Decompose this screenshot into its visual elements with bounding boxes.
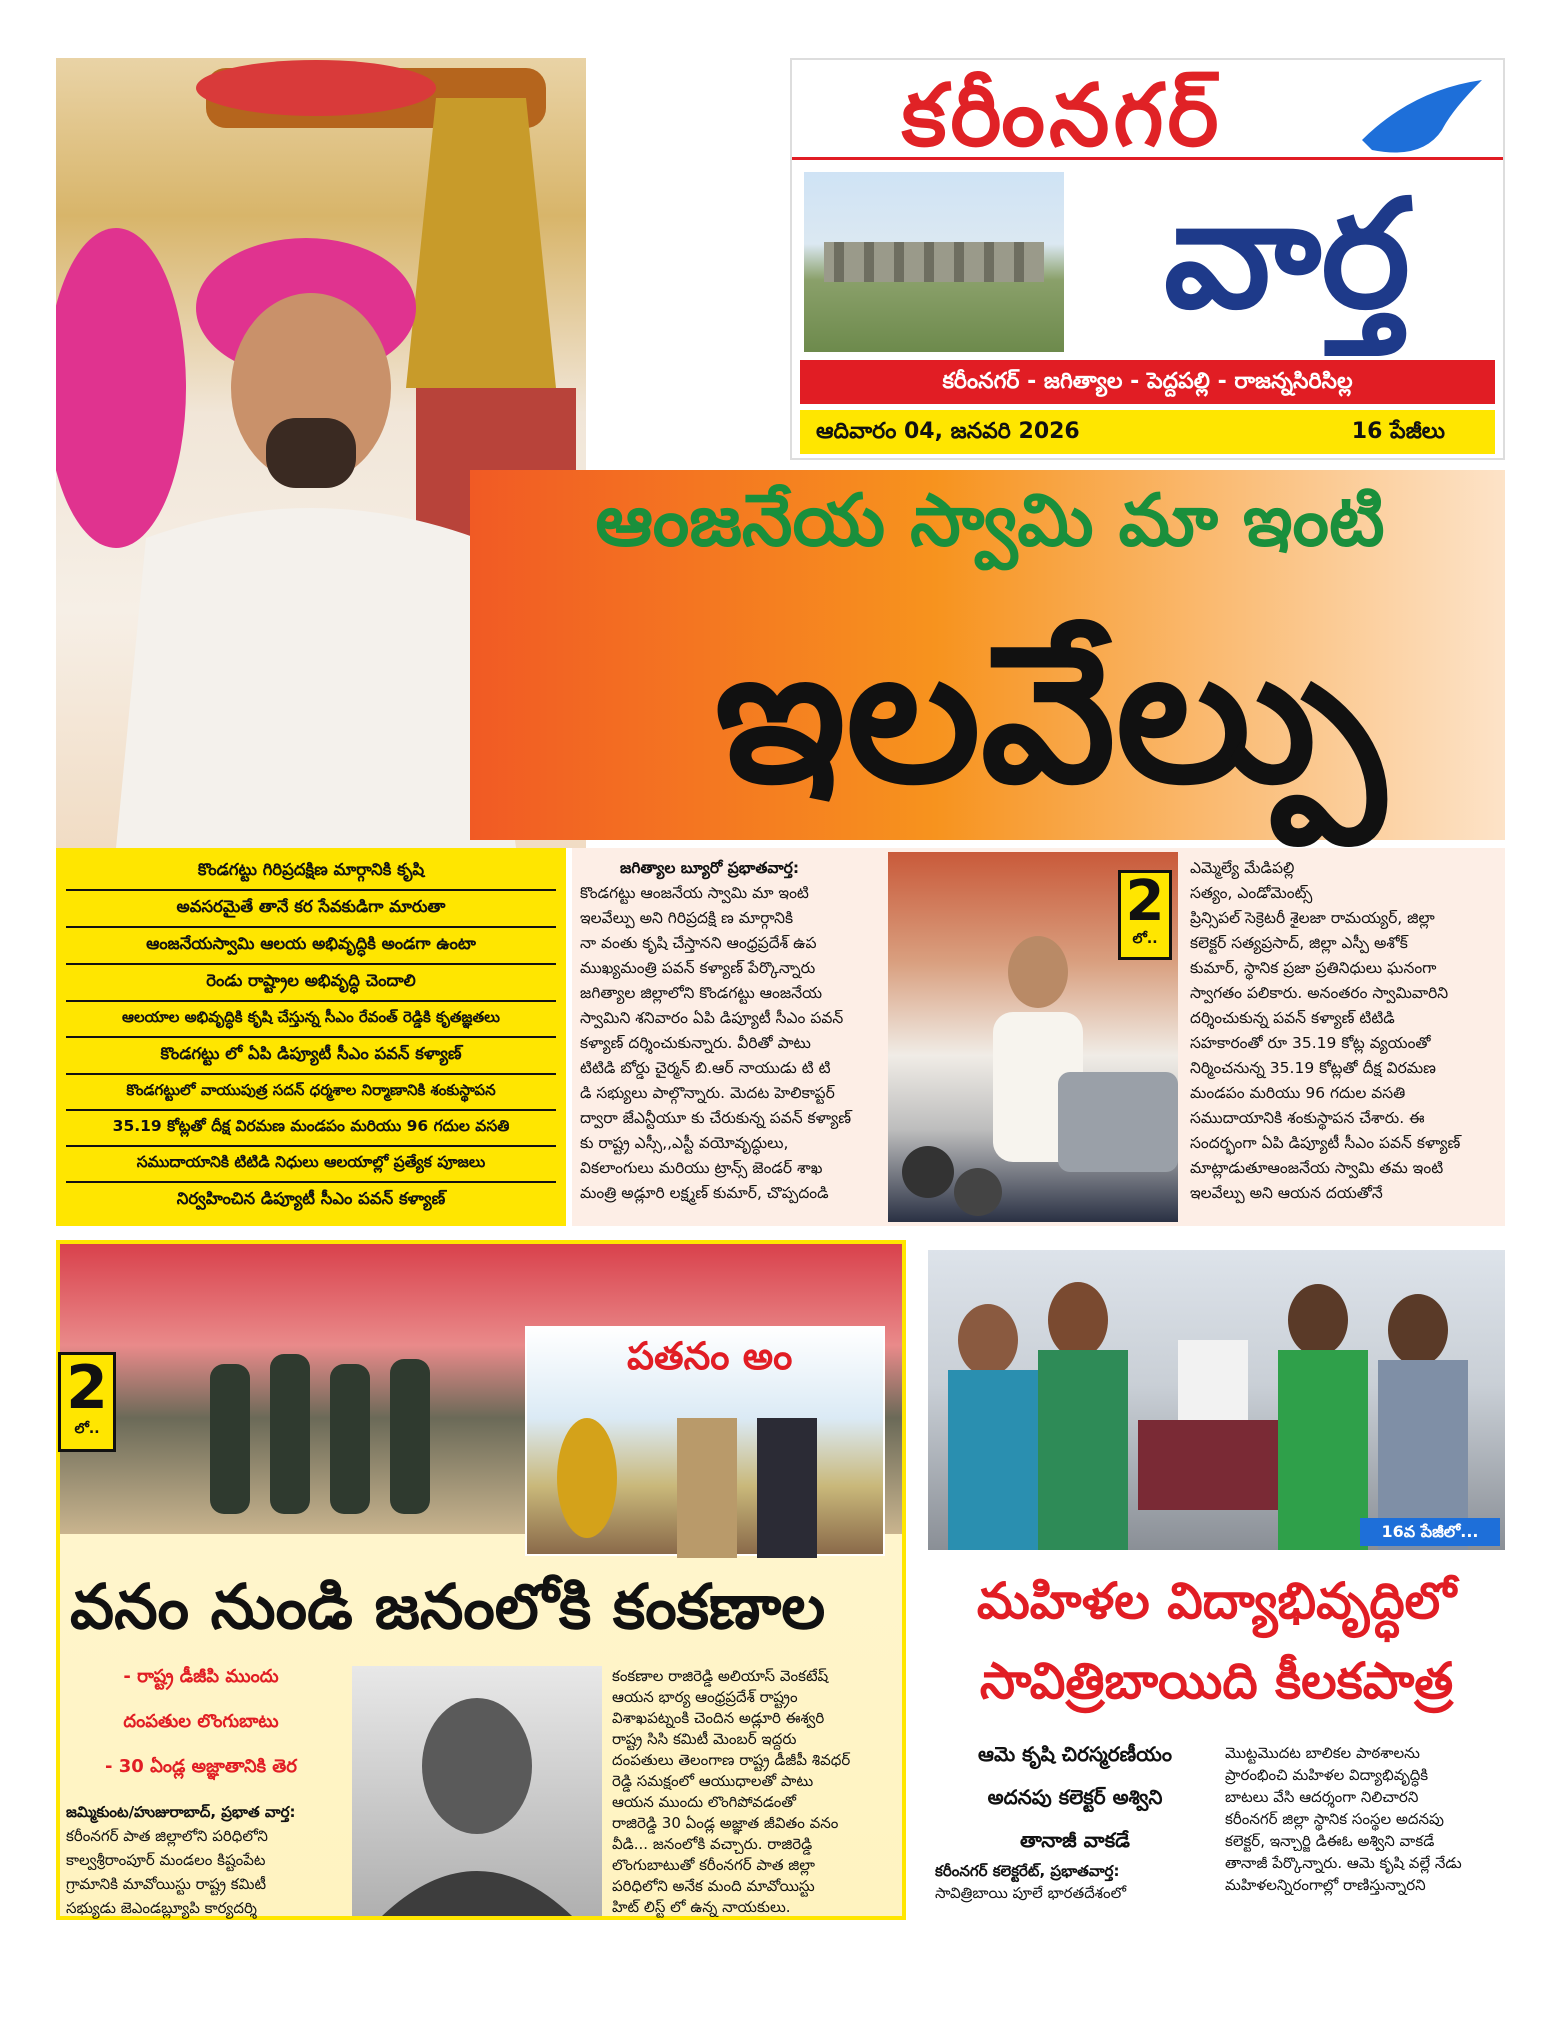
lead-col1-line: ద్వారా జేఎన్టీయూ కు చేరుకున్న పవన్ కళ్యాణ్ xyxy=(580,1109,852,1127)
lead-col2-line: ఇలవేల్పు అని ఆయన దయతోనే xyxy=(1190,1184,1383,1202)
story2-col2-line: కంకణాల రాజిరెడ్డి అలియాస్ వెంకటేష్ xyxy=(612,1667,829,1685)
story2-col2-line: వీడి... జనంలోకి వచ్చారు. రాజిరెడ్డి xyxy=(612,1835,813,1853)
district-list: కరీంనగర్ - జగిత్యాల - పెద్దపల్లి - రాజన్నసిరిసిల్ల xyxy=(942,369,1353,394)
district-bar xyxy=(800,360,1495,404)
story2-col1-line: గ్రామానికి మావోయిస్టు రాష్ట్ర కమిటీ xyxy=(66,1875,267,1893)
masthead xyxy=(790,58,1505,460)
lead-col2-line: సందర్భంగా ఏపి డిప్యూటీ సీఎం పవన్ కళ్యాణ్ xyxy=(1190,1134,1461,1152)
story3-col2-line: కలెక్టర్, ఇన్చార్జి డిఈఓ అశ్విని వాకడే xyxy=(1225,1832,1435,1850)
story3-col2-line: బాటలు వేసి ఆదర్శంగా నిలిచారని xyxy=(1225,1788,1419,1806)
story2-photo-banner: పతనం అం xyxy=(627,1334,793,1378)
lead-col1-line: ముఖ్యమంత్రి పవన్ కళ్యాణ్ పేర్కొన్నారు xyxy=(580,959,816,977)
bullet-item: ఆలయాల అభివృద్ధికి కృషి చేస్తున్న సీఎం రేవంత్ రెడ్డికి కృతజ్ఞతలు xyxy=(66,1002,556,1038)
story3-headline-line2: సావిత్రిబాయిది కీలకపాత్ర xyxy=(979,1652,1454,1710)
story3-headline-line1: మహిళల విద్యాభివృద్ధిలో xyxy=(976,1572,1457,1630)
story2-col2-line: ఆయన భార్య ఆంధ్రప్రదేశ్ రాష్ట్రం xyxy=(612,1688,798,1706)
date-bar xyxy=(800,410,1495,454)
lead-col1-line: ఇలవేల్పు అని గిరిప్రదక్షి ణ మార్గానికి xyxy=(580,909,794,927)
bullet-item: కొండగట్టు గిరిప్రదక్షిణ మార్గానికి కృషి xyxy=(66,854,556,891)
masthead-title: కరీంనగర్ xyxy=(901,66,1223,166)
story3-col2-line: మొట్టమొదట బాలికల పాఠశాలను xyxy=(1225,1744,1420,1762)
story3-jump-badge: 16వ పేజీలో... xyxy=(1360,1518,1500,1546)
lead-jump-badge xyxy=(1118,870,1172,960)
lead-col1-line: కొండగట్టు ఆంజనేయ స్వామి మా ఇంటి xyxy=(580,884,809,902)
lead-col1-line: వికలాంగులు మరియు ట్రాన్స్ జెండర్ శాఖ xyxy=(580,1159,823,1177)
lead-col2-line: కుమార్, స్థానిక ప్రజా ప్రతినిధులు ఘనంగా xyxy=(1190,959,1437,977)
story2-jump-text: లో.. xyxy=(74,1421,100,1437)
story3-col2-line: ప్రారంభించి మహిళల విద్యాభివృద్ధికి xyxy=(1225,1766,1429,1784)
bullet-item: కొండగట్టు లో ఏపి డిప్యూటీ సీఎం పవన్ కళ్యాణ్ xyxy=(66,1038,556,1075)
story3-column-2 xyxy=(1225,1742,1505,1896)
story2-col2-line: విశాఖపట్నంకి చెందిన అడ్లూరి ఈశ్వరి xyxy=(612,1709,825,1727)
story3-deck-line: అదనపు కలెక్టర్ అశ్విని xyxy=(987,1785,1163,1809)
lead-col2-line: స్వాగతం పలికారు. అనంతరం స్వామివారిని xyxy=(1190,984,1449,1002)
dove-logo xyxy=(1352,70,1492,170)
dam-photo xyxy=(804,172,1064,352)
story3-photo xyxy=(928,1250,1505,1550)
lead-col2-line: కలెక్టర్ సత్యప్రసాద్, జిల్లా ఎస్పీ అశోక్ xyxy=(1190,934,1408,952)
lead-jump-text: లో.. xyxy=(1132,931,1158,947)
story2-col1-line: సభ్యుడు జెఎండబ్ల్యూపి కార్యదర్శి xyxy=(66,1899,257,1917)
story2-dateline: జమ్మికుంట/హుజురాబాద్, ప్రభాత వార్త: xyxy=(66,1803,296,1821)
lead-col2-line: ప్రిన్సిపల్ సెక్రెటరీ శైలజా రామయ్యర్, జిల్లా xyxy=(1190,909,1435,927)
story2-portrait xyxy=(352,1666,602,1916)
story2-col2-line: పరిధిలోని అనేక మంది మావోయిస్టు xyxy=(612,1877,815,1895)
story3-col2-line: తానాజీ పేర్కొన్నారు. ఆమె కృషి వల్లే నేడు xyxy=(1225,1854,1462,1872)
story2-col2-line: రాష్ట్ర సిసి కమిటీ మెంబర్ ఇద్దరు xyxy=(612,1730,797,1748)
story2-subhead: దంపతుల లొంగుబాటు xyxy=(123,1711,279,1732)
lead-col1-line: నా వంతు కృషి చేస్తానని ఆంధ్రప్రదేశ్ ఉప xyxy=(580,934,817,952)
lead-col1-line: మంత్రి అడ్లూరి లక్ష్మణ్ కుమార్, చొప్పదండి xyxy=(580,1184,829,1202)
lead-col2-line: నిర్మించనున్న 35.19 కోట్లతో దీక్ష విరమణ xyxy=(1190,1059,1436,1077)
story2-col1-line: కాల్వశ్రీరాంపూర్ మండలం కిష్టంపేట xyxy=(66,1851,266,1869)
lead-column-1 xyxy=(580,856,880,1206)
masthead-big-title: వార్త xyxy=(1163,168,1411,342)
story2-col2-line: రాజిరెడ్డి 30 ఏండ్ల అజ్ఞాత జీవితం వనం xyxy=(612,1814,839,1832)
lead-kicker: ఆంజనేయ స్వామి మా ఇంటి xyxy=(595,478,1385,562)
story3-deck xyxy=(935,1742,1215,1857)
lead-jump-number: 2 xyxy=(1125,869,1165,934)
story3-dateline: కరీంనగర్ కలెక్టరేట్, ప్రభాతవార్త: xyxy=(935,1862,1120,1880)
lead-col1-line: కళ్యాణ్ దర్శించుకున్నారు. వీరితో పాటు xyxy=(580,1034,811,1052)
page-count: 16 పేజీలు xyxy=(1351,419,1445,444)
story3-col1-line: సావిత్రిబాయి పూలే భారతదేశంలో xyxy=(935,1884,1127,1902)
story2-col2-line: లొంగుబాటుతో కరీంనగర్ పాత జిల్లా xyxy=(612,1856,815,1874)
lead-col1-line: డి సభ్యులు పాల్గొన్నారు. మెదట హెలికాప్టర్ xyxy=(580,1084,835,1102)
story2-column-1 xyxy=(66,1800,346,1920)
bullet-item: అవసరమైతే తానే కర సేవకుడిగా మారుతా xyxy=(66,891,556,928)
lead-col2-line: సహకారంతో రూ 35.19 కోట్ల వ్యయంతో xyxy=(1190,1034,1431,1052)
story2-col2-line: దంపతులు తెలంగాణ రాష్ట్ర డీజీపీ శివధర్ xyxy=(612,1751,851,1769)
lead-col1-line: జగిత్యాల జిల్లాలోని కొండగట్టు ఆంజనేయ xyxy=(580,984,823,1002)
lead-col1-line: స్వామిని శనివారం ఏపి డిప్యూటీ సీఎం పవన్ xyxy=(580,1009,844,1027)
lead-col2-line: ఎమ్మెల్యే మేడిపల్లి xyxy=(1190,859,1295,877)
story2-col2-line: ఆయన ముందు లొంగిపోవడంతో xyxy=(612,1793,797,1811)
bullet-item: ఆంజనేయస్వామి ఆలయ అభివృద్ధికి అండగా ఉంటా xyxy=(66,928,556,965)
lead-headline: ఇలవేల్పు xyxy=(715,604,1385,825)
bullet-item: సముదాయానికి టిటిడి నిధులు ఆలయాల్లో ప్రత్యేక పూజలు xyxy=(66,1147,556,1183)
story3-deck-line: తానాజీ వాకడే xyxy=(1020,1828,1130,1852)
issue-date: ఆదివారం 04, జనవరి 2026 xyxy=(816,419,1080,444)
lead-col2-line: సత్యం, ఎండోమెంట్స్ xyxy=(1190,884,1313,902)
lead-col2-line: మాట్లాడుతూఆంజనేయ స్వామి తమ ఇంటి xyxy=(1190,1159,1444,1177)
story2-headline: వనం నుండి జనంలోకి కంకణాల xyxy=(70,1570,826,1643)
lead-column-2 xyxy=(1190,856,1498,1206)
story2-jump-number: 2 xyxy=(66,1353,108,1423)
story3-deck-line: ఆమె కృషి చిరస్మరణీయం xyxy=(978,1742,1172,1766)
bullet-item: కొండగట్టులో వాయుపుత్ర సదన్ ధర్మశాల నిర్మాణానికి శంకుస్థాపన xyxy=(66,1075,556,1111)
bullet-item: రెండు రాష్ట్రాల అభివృద్ధి చెందాలి xyxy=(66,965,556,1002)
bullet-item: 35.19 కోట్లతో దీక్ష విరమణ మండపం మరియు 96 గదుల వసతి xyxy=(66,1111,556,1147)
bullet-item: నిర్వహించిన డిప్యూటీ సీఎం పవన్ కళ్యాణ్ xyxy=(176,1189,446,1208)
story2-subhead: - రాష్ట్ర డీజీపి ముందు xyxy=(123,1666,279,1687)
story3-column-1 xyxy=(935,1860,1215,1904)
story2-column-2 xyxy=(612,1666,897,1918)
story2-photo-inset xyxy=(525,1326,885,1556)
story3-col2-line: మహిళలన్నిరంగాల్లో రాణిస్తున్నారని xyxy=(1225,1876,1426,1894)
lead-dateline: జగిత్యాల బ్యూరో ప్రభాతవార్త: xyxy=(620,859,800,877)
story2-jump-badge xyxy=(58,1352,116,1452)
story2-subhead: - 30 ఏండ్ల అజ్ఞాతానికి తెర xyxy=(105,1756,297,1777)
story2-col2-line: హిట్ లిస్ట్ లో ఉన్న నాయకులు. xyxy=(612,1898,791,1916)
story2-subheads xyxy=(66,1666,336,1781)
story2-col2-line: రెడ్డి సమక్షంలో ఆయుధాలతో పాటు xyxy=(612,1772,814,1790)
lead-col2-line: సముదాయానికి శంకుస్థాపన చేశారు. ఈ xyxy=(1190,1109,1425,1127)
lead-col2-line: దర్శించుకున్న పవన్ కళ్యాణ్ టిటిడి xyxy=(1190,1009,1395,1027)
lead-col1-line: కు రాష్ట్ర ఎస్సీ,,ఎస్టీ వయోవృద్ధులు, xyxy=(580,1134,789,1152)
lead-bullets xyxy=(56,848,566,1226)
lead-col1-line: టిటిడి బోర్డు చైర్మన్ బి.ఆర్ నాయుడు టి టి xyxy=(580,1059,831,1077)
story3-col2-line: కరీంనగర్ జిల్లా స్థానిక సంస్థల అదనపు xyxy=(1225,1810,1444,1828)
lead-col2-line: మండపం మరియు 96 గదుల వసతి xyxy=(1190,1084,1406,1102)
story2-col1-line: కరీంనగర్ పాత జిల్లాలోని పరిధిలోని xyxy=(66,1827,268,1845)
